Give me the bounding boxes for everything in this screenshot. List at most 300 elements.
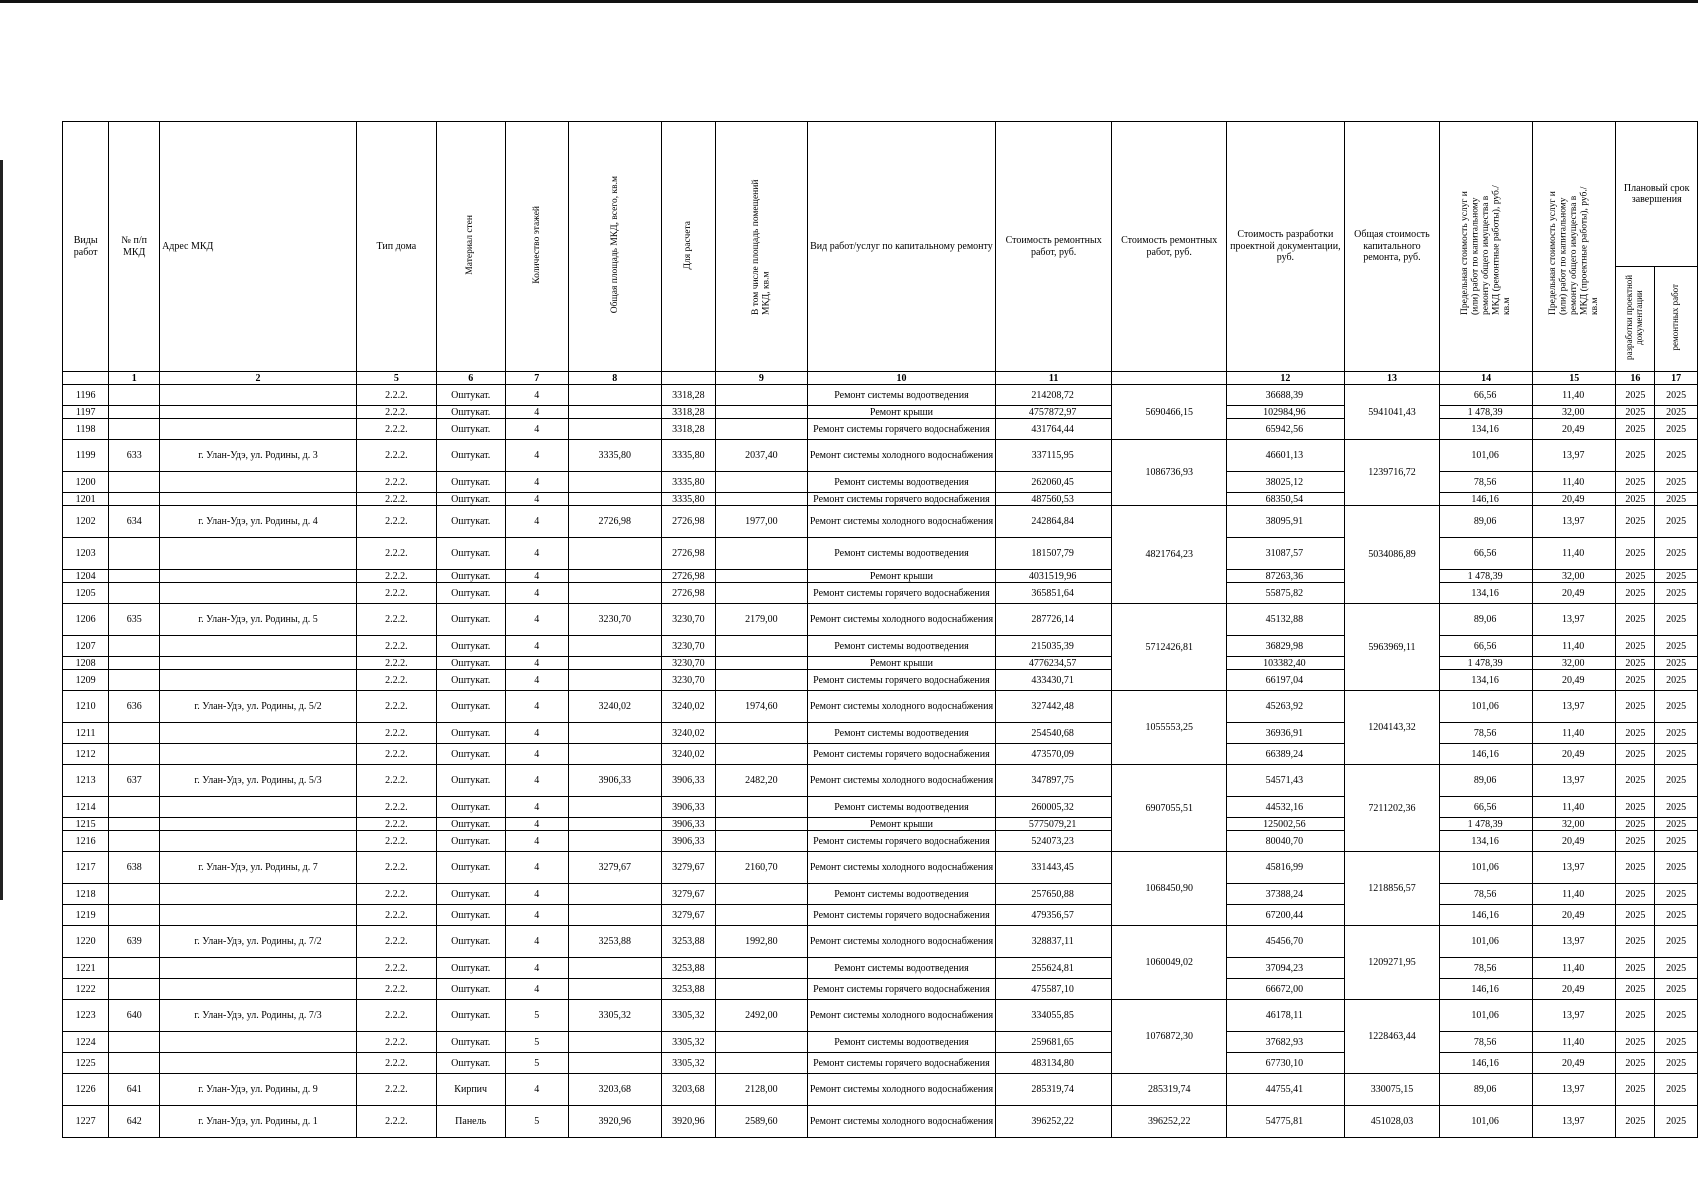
design-cost-cell: 45132,88 — [1227, 604, 1344, 636]
limit-repair-cell: 1 478,39 — [1440, 570, 1533, 583]
header-premises-area: В том числе площадь помещений МКД, кв.м — [716, 122, 808, 372]
total-area-cell — [568, 884, 661, 905]
limit-repair-cell: 1 478,39 — [1440, 406, 1533, 419]
floors-cell: 4 — [505, 1074, 568, 1106]
premises-area-cell — [716, 406, 808, 419]
calc-area-cell: 3230,70 — [661, 657, 715, 670]
design-cost-cell: 80040,70 — [1227, 831, 1344, 852]
address-cell — [160, 570, 357, 583]
term-repair-cell: 2025 — [1655, 958, 1698, 979]
address-cell — [160, 797, 357, 818]
table-row — [63, 818, 1698, 831]
limit-repair-cell: 66,56 — [1440, 797, 1533, 818]
term-design-cell: 2025 — [1616, 419, 1655, 440]
repair-cost-cell: 365851,64 — [996, 583, 1112, 604]
floors-cell: 4 — [505, 570, 568, 583]
address-cell — [160, 723, 357, 744]
address-cell: г. Улан-Удэ, ул. Родины, д. 7 — [160, 852, 357, 884]
calc-area-cell: 3335,80 — [661, 493, 715, 506]
work-type-cell: Ремонт системы горячего водоснабжения — [807, 419, 995, 440]
total-area-cell — [568, 797, 661, 818]
term-design-cell: 2025 — [1616, 765, 1655, 797]
limit-design-cell: 11,40 — [1532, 1032, 1615, 1053]
mkd-number-cell — [109, 583, 160, 604]
limit-repair-cell: 78,56 — [1440, 723, 1533, 744]
premises-area-cell — [716, 493, 808, 506]
repair-cost-cell: 214208,72 — [996, 385, 1112, 406]
table-row — [63, 472, 1698, 493]
table-row — [63, 636, 1698, 657]
premises-area-cell — [716, 905, 808, 926]
limit-design-cell: 13,97 — [1532, 926, 1615, 958]
wall-material-cell: Оштукат. — [436, 506, 505, 538]
premises-area-cell: 1992,80 — [716, 926, 808, 958]
total-area-cell: 3240,02 — [568, 691, 661, 723]
row-id-cell: 1225 — [63, 1053, 109, 1074]
total-area-cell — [568, 419, 661, 440]
premises-area-cell — [716, 744, 808, 765]
calc-area-cell: 3240,02 — [661, 723, 715, 744]
term-design-cell: 2025 — [1616, 636, 1655, 657]
address-cell — [160, 831, 357, 852]
design-cost-cell: 67200,44 — [1227, 905, 1344, 926]
header-address: Адрес МКД — [160, 122, 357, 372]
limit-design-cell: 11,40 — [1532, 538, 1615, 570]
work-type-cell: Ремонт системы холодного водоснабжения — [807, 691, 995, 723]
work-type-cell: Ремонт системы горячего водоснабжения — [807, 979, 995, 1000]
work-type-cell: Ремонт крыши — [807, 818, 995, 831]
col-number: 15 — [1532, 372, 1615, 385]
mkd-number-cell: 633 — [109, 440, 160, 472]
total-area-cell — [568, 385, 661, 406]
address-cell: г. Улан-Удэ, ул. Родины, д. 5 — [160, 604, 357, 636]
row-id-cell: 1202 — [63, 506, 109, 538]
wall-material-cell: Оштукат. — [436, 583, 505, 604]
term-design-cell: 2025 — [1616, 926, 1655, 958]
address-cell — [160, 472, 357, 493]
address-cell — [160, 657, 357, 670]
term-design-cell: 2025 — [1616, 744, 1655, 765]
calc-area-cell: 3335,80 — [661, 472, 715, 493]
limit-design-cell: 11,40 — [1532, 884, 1615, 905]
term-design-cell: 2025 — [1616, 818, 1655, 831]
col-number: 9 — [716, 372, 808, 385]
floors-cell: 4 — [505, 604, 568, 636]
table-row — [63, 670, 1698, 691]
row-id-cell: 1200 — [63, 472, 109, 493]
repair-cost-cell: 334055,85 — [996, 1000, 1112, 1032]
row-id-cell: 1219 — [63, 905, 109, 926]
total-area-cell — [568, 958, 661, 979]
address-cell — [160, 538, 357, 570]
total-area-cell — [568, 538, 661, 570]
design-cost-cell: 68350,54 — [1227, 493, 1344, 506]
house-type-cell: 2.2.2. — [356, 406, 436, 419]
limit-repair-cell: 134,16 — [1440, 831, 1533, 852]
limit-design-cell: 13,97 — [1532, 440, 1615, 472]
address-cell — [160, 744, 357, 765]
mkd-number-cell — [109, 1032, 160, 1053]
limit-design-cell: 13,97 — [1532, 691, 1615, 723]
limit-design-cell: 11,40 — [1532, 385, 1615, 406]
wall-material-cell: Оштукат. — [436, 744, 505, 765]
row-id-cell: 1215 — [63, 818, 109, 831]
wall-material-cell: Оштукат. — [436, 493, 505, 506]
work-type-cell: Ремонт системы холодного водоснабжения — [807, 926, 995, 958]
work-type-cell: Ремонт системы водоотведения — [807, 636, 995, 657]
header-floors: Количество этажей — [505, 122, 568, 372]
calc-area-cell: 3230,70 — [661, 636, 715, 657]
premises-area-cell — [716, 723, 808, 744]
total-area-cell — [568, 905, 661, 926]
total-area-cell — [568, 636, 661, 657]
repair-cost-cell: 257650,88 — [996, 884, 1112, 905]
row-id-cell: 1221 — [63, 958, 109, 979]
premises-area-cell — [716, 570, 808, 583]
wall-material-cell: Оштукат. — [436, 419, 505, 440]
col-number: 14 — [1440, 372, 1533, 385]
work-type-cell: Ремонт системы холодного водоснабжения — [807, 765, 995, 797]
design-cost-cell: 102984,96 — [1227, 406, 1344, 419]
wall-material-cell: Оштукат. — [436, 852, 505, 884]
term-design-cell: 2025 — [1616, 1053, 1655, 1074]
row-id-cell: 1203 — [63, 538, 109, 570]
table-body — [63, 372, 1698, 1138]
repair-cost-cell: 242864,84 — [996, 506, 1112, 538]
premises-area-cell: 2482,20 — [716, 765, 808, 797]
total-area-cell: 3335,80 — [568, 440, 661, 472]
work-type-cell: Ремонт системы горячего водоснабжения — [807, 831, 995, 852]
address-cell — [160, 670, 357, 691]
limit-design-cell: 20,49 — [1532, 419, 1615, 440]
mkd-number-cell — [109, 797, 160, 818]
total-area-cell: 3230,70 — [568, 604, 661, 636]
wall-material-cell: Оштукат. — [436, 797, 505, 818]
work-type-cell: Ремонт системы горячего водоснабжения — [807, 744, 995, 765]
wall-material-cell: Оштукат. — [436, 657, 505, 670]
address-cell: г. Улан-Удэ, ул. Родины, д. 7/3 — [160, 1000, 357, 1032]
term-design-cell: 2025 — [1616, 723, 1655, 744]
group-repair-total-cell: 1068450,90 — [1112, 852, 1227, 926]
term-repair-cell: 2025 — [1655, 657, 1698, 670]
repair-cost-cell: 4031519,96 — [996, 570, 1112, 583]
col-number: 1 — [109, 372, 160, 385]
premises-area-cell: 2128,00 — [716, 1074, 808, 1106]
address-cell — [160, 958, 357, 979]
wall-material-cell: Оштукат. — [436, 1032, 505, 1053]
limit-repair-cell: 146,16 — [1440, 744, 1533, 765]
limit-repair-cell: 101,06 — [1440, 440, 1533, 472]
premises-area-cell — [716, 958, 808, 979]
limit-repair-cell: 134,16 — [1440, 419, 1533, 440]
design-cost-cell: 55875,82 — [1227, 583, 1344, 604]
term-design-cell: 2025 — [1616, 385, 1655, 406]
work-type-cell: Ремонт системы горячего водоснабжения — [807, 1053, 995, 1074]
work-type-cell: Ремонт системы горячего водоснабжения — [807, 583, 995, 604]
work-type-cell: Ремонт системы водоотведения — [807, 538, 995, 570]
floors-cell: 4 — [505, 385, 568, 406]
term-design-cell: 2025 — [1616, 472, 1655, 493]
mkd-number-cell — [109, 744, 160, 765]
row-id-cell: 1223 — [63, 1000, 109, 1032]
group-total-cost-cell: 1209271,95 — [1344, 926, 1440, 1000]
repair-cost-cell: 260005,32 — [996, 797, 1112, 818]
group-repair-total-cell: 1060049,02 — [1112, 926, 1227, 1000]
limit-repair-cell: 78,56 — [1440, 472, 1533, 493]
term-repair-cell: 2025 — [1655, 1032, 1698, 1053]
table-row — [63, 958, 1698, 979]
wall-material-cell: Кирпич — [436, 1074, 505, 1106]
work-type-cell: Ремонт системы холодного водоснабжения — [807, 440, 995, 472]
premises-area-cell — [716, 472, 808, 493]
repair-cost-cell: 524073,23 — [996, 831, 1112, 852]
term-repair-cell: 2025 — [1655, 905, 1698, 926]
limit-design-cell: 13,97 — [1532, 1000, 1615, 1032]
header-limit-design: Предельная стоимость услуг и (или) работ по капитальному ремонту общего имущества в МКД (проектные работы), руб./кв.м — [1532, 122, 1615, 372]
floors-cell: 4 — [505, 691, 568, 723]
calc-area-cell: 3279,67 — [661, 905, 715, 926]
limit-repair-cell: 146,16 — [1440, 493, 1533, 506]
term-repair-cell: 2025 — [1655, 797, 1698, 818]
design-cost-cell: 46601,13 — [1227, 440, 1344, 472]
table-row — [63, 884, 1698, 905]
col-number: 17 — [1655, 372, 1698, 385]
col-number: 2 — [160, 372, 357, 385]
premises-area-cell — [716, 636, 808, 657]
work-type-cell: Ремонт системы водоотведения — [807, 472, 995, 493]
address-cell — [160, 636, 357, 657]
table-row — [63, 406, 1698, 419]
floors-cell: 4 — [505, 818, 568, 831]
floors-cell: 4 — [505, 406, 568, 419]
repair-cost-cell: 431764,44 — [996, 419, 1112, 440]
mkd-number-cell: 634 — [109, 506, 160, 538]
design-cost-cell: 87263,36 — [1227, 570, 1344, 583]
row-id-cell: 1227 — [63, 1106, 109, 1138]
address-cell — [160, 419, 357, 440]
term-repair-cell: 2025 — [1655, 570, 1698, 583]
premises-area-cell — [716, 538, 808, 570]
term-repair-cell: 2025 — [1655, 765, 1698, 797]
repair-cost-cell: 255624,81 — [996, 958, 1112, 979]
wall-material-cell: Оштукат. — [436, 440, 505, 472]
wall-material-cell: Оштукат. — [436, 1000, 505, 1032]
group-total-cost-cell: 5963969,11 — [1344, 604, 1440, 691]
limit-design-cell: 20,49 — [1532, 670, 1615, 691]
repair-cost-cell: 254540,68 — [996, 723, 1112, 744]
row-id-cell: 1196 — [63, 385, 109, 406]
design-cost-cell: 54571,43 — [1227, 765, 1344, 797]
mkd-number-cell: 639 — [109, 926, 160, 958]
floors-cell: 4 — [505, 472, 568, 493]
premises-area-cell — [716, 818, 808, 831]
header-work-kind: Виды работ — [63, 122, 109, 372]
premises-area-cell: 1977,00 — [716, 506, 808, 538]
term-design-cell: 2025 — [1616, 831, 1655, 852]
term-design-cell: 2025 — [1616, 1000, 1655, 1032]
group-repair-total-cell: 1076872,30 — [1112, 1000, 1227, 1074]
calc-area-cell: 3230,70 — [661, 670, 715, 691]
work-type-cell: Ремонт системы водоотведения — [807, 797, 995, 818]
floors-cell: 4 — [505, 538, 568, 570]
limit-repair-cell: 146,16 — [1440, 905, 1533, 926]
house-type-cell: 2.2.2. — [356, 818, 436, 831]
house-type-cell: 2.2.2. — [356, 691, 436, 723]
table-row — [63, 385, 1698, 406]
table-row — [63, 570, 1698, 583]
premises-area-cell — [716, 979, 808, 1000]
table-row — [63, 744, 1698, 765]
table-row — [63, 1032, 1698, 1053]
limit-design-cell: 13,97 — [1532, 1074, 1615, 1106]
address-cell — [160, 406, 357, 419]
wall-material-cell: Оштукат. — [436, 884, 505, 905]
limit-repair-cell: 134,16 — [1440, 583, 1533, 604]
col-number: 11 — [996, 372, 1112, 385]
mkd-number-cell: 638 — [109, 852, 160, 884]
group-total-cost-cell: 451028,03 — [1344, 1106, 1440, 1138]
limit-repair-cell: 1 478,39 — [1440, 818, 1533, 831]
repair-cost-cell: 4776234,57 — [996, 657, 1112, 670]
limit-repair-cell: 78,56 — [1440, 884, 1533, 905]
repair-cost-cell: 475587,10 — [996, 979, 1112, 1000]
calc-area-cell: 3305,32 — [661, 1000, 715, 1032]
table-row — [63, 852, 1698, 884]
mkd-number-cell — [109, 493, 160, 506]
calc-area-cell: 2726,98 — [661, 583, 715, 604]
house-type-cell: 2.2.2. — [356, 385, 436, 406]
mkd-number-cell — [109, 723, 160, 744]
row-id-cell: 1216 — [63, 831, 109, 852]
group-repair-total-cell: 285319,74 — [1112, 1074, 1227, 1106]
repair-cost-cell: 473570,09 — [996, 744, 1112, 765]
premises-area-cell: 2160,70 — [716, 852, 808, 884]
group-total-cost-cell: 5941041,43 — [1344, 385, 1440, 440]
limit-design-cell: 13,97 — [1532, 506, 1615, 538]
calc-area-cell: 3906,33 — [661, 797, 715, 818]
floors-cell: 4 — [505, 926, 568, 958]
table-row — [63, 657, 1698, 670]
calc-area-cell: 3906,33 — [661, 831, 715, 852]
design-cost-cell: 44755,41 — [1227, 1074, 1344, 1106]
premises-area-cell — [716, 583, 808, 604]
limit-design-cell: 20,49 — [1532, 979, 1615, 1000]
mkd-number-cell — [109, 419, 160, 440]
row-id-cell: 1211 — [63, 723, 109, 744]
house-type-cell: 2.2.2. — [356, 419, 436, 440]
premises-area-cell: 2589,60 — [716, 1106, 808, 1138]
premises-area-cell — [716, 797, 808, 818]
group-total-cost-cell: 330075,15 — [1344, 1074, 1440, 1106]
design-cost-cell: 37682,93 — [1227, 1032, 1344, 1053]
house-type-cell: 2.2.2. — [356, 765, 436, 797]
wall-material-cell: Оштукат. — [436, 831, 505, 852]
repair-cost-cell: 433430,71 — [996, 670, 1112, 691]
total-area-cell — [568, 493, 661, 506]
work-type-cell: Ремонт системы холодного водоснабжения — [807, 506, 995, 538]
calc-area-cell: 3253,88 — [661, 979, 715, 1000]
calc-area-cell: 3240,02 — [661, 691, 715, 723]
house-type-cell: 2.2.2. — [356, 958, 436, 979]
design-cost-cell: 66389,24 — [1227, 744, 1344, 765]
design-cost-cell: 103382,40 — [1227, 657, 1344, 670]
limit-repair-cell: 66,56 — [1440, 538, 1533, 570]
address-cell: г. Улан-Удэ, ул. Родины, д. 1 — [160, 1106, 357, 1138]
design-cost-cell: 45456,70 — [1227, 926, 1344, 958]
group-total-cost-cell: 1218856,57 — [1344, 852, 1440, 926]
calc-area-cell: 3305,32 — [661, 1053, 715, 1074]
col-number: 10 — [807, 372, 995, 385]
row-id-cell: 1220 — [63, 926, 109, 958]
table-row — [63, 493, 1698, 506]
mkd-number-cell: 641 — [109, 1074, 160, 1106]
premises-area-cell — [716, 1053, 808, 1074]
group-total-cost-cell: 1204143,32 — [1344, 691, 1440, 765]
limit-repair-cell: 78,56 — [1440, 1032, 1533, 1053]
limit-design-cell: 11,40 — [1532, 723, 1615, 744]
col-number: 13 — [1344, 372, 1440, 385]
term-repair-cell: 2025 — [1655, 831, 1698, 852]
col-number: 12 — [1227, 372, 1344, 385]
group-repair-total-cell: 5712426,81 — [1112, 604, 1227, 691]
work-type-cell: Ремонт системы водоотведения — [807, 723, 995, 744]
total-area-cell: 3279,67 — [568, 852, 661, 884]
total-area-cell — [568, 472, 661, 493]
group-repair-total-cell: 1055553,25 — [1112, 691, 1227, 765]
work-type-cell: Ремонт крыши — [807, 406, 995, 419]
repair-cost-cell: 479356,57 — [996, 905, 1112, 926]
term-design-cell: 2025 — [1616, 670, 1655, 691]
total-area-cell — [568, 583, 661, 604]
wall-material-cell: Оштукат. — [436, 723, 505, 744]
table-row — [63, 440, 1698, 472]
premises-area-cell — [716, 657, 808, 670]
address-cell — [160, 493, 357, 506]
wall-material-cell: Оштукат. — [436, 818, 505, 831]
house-type-cell: 2.2.2. — [356, 905, 436, 926]
repair-cost-cell: 347897,75 — [996, 765, 1112, 797]
floors-cell: 4 — [505, 657, 568, 670]
house-type-cell: 2.2.2. — [356, 670, 436, 691]
table-row — [63, 1053, 1698, 1074]
house-type-cell: 2.2.2. — [356, 1000, 436, 1032]
limit-repair-cell: 101,06 — [1440, 691, 1533, 723]
mkd-number-cell — [109, 657, 160, 670]
total-area-cell — [568, 723, 661, 744]
calc-area-cell: 3279,67 — [661, 852, 715, 884]
floors-cell: 4 — [505, 744, 568, 765]
total-area-cell — [568, 979, 661, 1000]
wall-material-cell: Оштукат. — [436, 905, 505, 926]
design-cost-cell: 66672,00 — [1227, 979, 1344, 1000]
wall-material-cell: Оштукат. — [436, 979, 505, 1000]
header-limit-repair: Предельная стоимость услуг и (или) работ по капитальному ремонту общего имущества в МКД (ремонтные работы), руб./кв.м — [1440, 122, 1533, 372]
work-type-cell: Ремонт системы холодного водоснабжения — [807, 604, 995, 636]
term-design-cell: 2025 — [1616, 583, 1655, 604]
row-id-cell: 1217 — [63, 852, 109, 884]
house-type-cell: 2.2.2. — [356, 744, 436, 765]
floors-cell: 4 — [505, 958, 568, 979]
repair-cost-cell: 262060,45 — [996, 472, 1112, 493]
term-design-cell: 2025 — [1616, 493, 1655, 506]
mkd-number-cell — [109, 958, 160, 979]
floors-cell: 5 — [505, 1053, 568, 1074]
term-design-cell: 2025 — [1616, 604, 1655, 636]
design-cost-cell: 46178,11 — [1227, 1000, 1344, 1032]
limit-repair-cell: 146,16 — [1440, 979, 1533, 1000]
term-repair-cell: 2025 — [1655, 723, 1698, 744]
total-area-cell: 3253,88 — [568, 926, 661, 958]
